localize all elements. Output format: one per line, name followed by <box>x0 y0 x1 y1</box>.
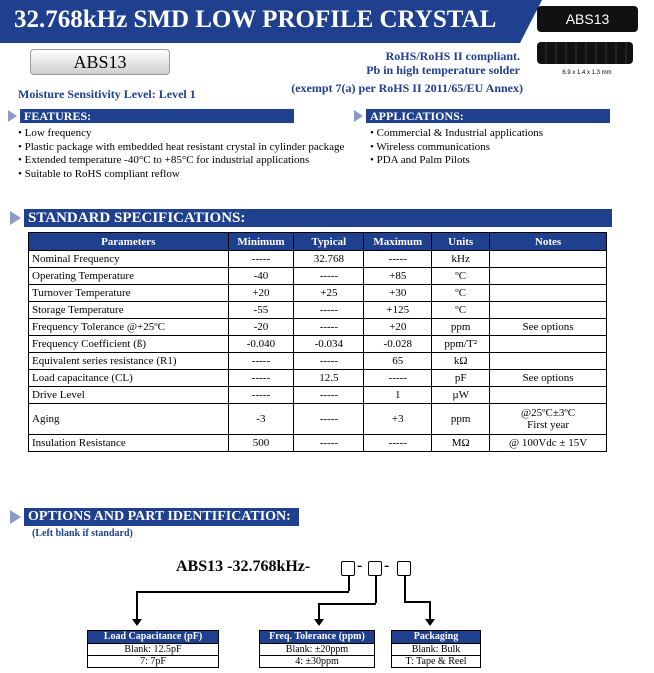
part-dash: - <box>384 557 390 574</box>
option-slot-tolerance <box>368 561 382 576</box>
table-cell: 12.5 <box>294 370 364 387</box>
table-cell: @25ºC±3ºC First year <box>490 404 607 435</box>
table-cell: +125 <box>364 302 432 319</box>
table-cell <box>490 353 607 370</box>
table-row <box>29 435 607 452</box>
table-cell: See options <box>490 370 607 387</box>
box-row: Blank: 12.5pF <box>88 643 218 655</box>
features-heading: FEATURES: <box>20 109 294 123</box>
table-cell: ppm <box>432 319 490 336</box>
table-row <box>29 387 607 404</box>
table-cell: pF <box>432 370 490 387</box>
table-cell: kΩ <box>432 353 490 370</box>
table-cell: ----- <box>294 353 364 370</box>
list-item: • Low frequency <box>18 127 92 139</box>
table-row <box>29 268 607 285</box>
arrow-down-icon <box>425 619 435 626</box>
table-row <box>29 251 607 268</box>
table-cell <box>490 336 607 353</box>
rohs-statement <box>250 49 520 77</box>
table-cell: ----- <box>294 302 364 319</box>
col-header: Units <box>432 233 490 251</box>
table-row <box>29 353 607 370</box>
list-item: • Suitable to RoHS compliant reflow <box>18 167 180 180</box>
box-row: 4: ±30ppm <box>260 655 374 667</box>
table-cell: ºC <box>432 268 490 285</box>
list-item: • PDA and Palm Pilots <box>370 154 470 166</box>
options-subtitle: (Left blank if standard) <box>32 528 133 539</box>
table-row <box>29 336 607 353</box>
connector-line <box>136 591 138 621</box>
box-row: T: Tape & Reel <box>392 655 480 667</box>
crystal-chip-image: ABS13 <box>537 6 638 32</box>
table-row <box>29 319 607 336</box>
chip-dimensions: 6.9 x 1.4 x 1.3 mm <box>562 70 612 76</box>
table-cell: Storage Temperature <box>29 302 229 319</box>
table-cell: +20 <box>364 319 432 336</box>
table-cell <box>490 251 607 268</box>
applications-arrow-icon <box>354 110 363 122</box>
table-cell: Aging <box>29 404 229 435</box>
table-row <box>29 302 607 319</box>
table-cell: ºC <box>432 285 490 302</box>
arrow-down-icon <box>132 619 142 626</box>
table-cell: MΩ <box>432 435 490 452</box>
table-cell: Turnover Temperature <box>29 285 229 302</box>
rohs-line-3: (exempt 7(a) per RoHS II 2011/65/EU Annex) <box>291 81 523 95</box>
table-cell: ----- <box>364 435 432 452</box>
table-cell <box>490 268 607 285</box>
table-cell: Frequency Coefficient (ß) <box>29 336 229 353</box>
table-cell: 32.768 <box>294 251 364 268</box>
table-cell: ppm <box>432 404 490 435</box>
crystal-chip-side-image <box>537 42 633 64</box>
table-cell: -0.040 <box>228 336 294 353</box>
connector-line <box>136 591 349 593</box>
table-cell: ppm/T² <box>432 336 490 353</box>
table-cell: ----- <box>294 435 364 452</box>
features-list <box>18 127 344 181</box>
connector-line <box>348 576 350 591</box>
table-cell: -40 <box>228 268 294 285</box>
connector-line <box>429 601 431 621</box>
box-row: 7: 7pF <box>88 655 218 667</box>
table-cell: kHz <box>432 251 490 268</box>
table-cell: Load capacitance (CL) <box>29 370 229 387</box>
packaging-box <box>391 630 481 668</box>
list-item: • Wireless communications <box>370 140 490 153</box>
table-cell: -20 <box>228 319 294 336</box>
option-slot-load-capacitance <box>341 561 355 576</box>
table-cell: See options <box>490 319 607 336</box>
option-slot-packaging <box>397 561 411 576</box>
table-cell: ----- <box>228 370 294 387</box>
table-cell: -0.034 <box>294 336 364 353</box>
load-capacitance-box <box>87 630 219 668</box>
part-number-prefix: ABS13 -32.768kHz- <box>176 558 311 575</box>
applications-list <box>370 127 543 168</box>
table-cell: ----- <box>228 251 294 268</box>
connector-line <box>404 601 430 603</box>
connector-line <box>404 576 406 601</box>
table-cell: +20 <box>228 285 294 302</box>
table-cell: ----- <box>228 353 294 370</box>
model-badge: ABS13 <box>30 49 170 75</box>
box-row: Blank: ±20ppm <box>260 643 374 655</box>
rohs-line-1: RoHS/RoHS II compliant. <box>385 49 520 63</box>
table-cell: Frequency Tolerance @+25ºC <box>29 319 229 336</box>
table-row <box>29 285 607 302</box>
table-cell: +85 <box>364 268 432 285</box>
table-cell: ----- <box>294 387 364 404</box>
features-arrow-icon <box>8 110 17 122</box>
table-cell: -55 <box>228 302 294 319</box>
table-cell: µW <box>432 387 490 404</box>
specs-heading: STANDARD SPECIFICATIONS: <box>24 209 612 227</box>
list-item: • Extended temperature -40°C to +85°C for industrial applications <box>18 154 310 166</box>
spec-table <box>28 232 607 452</box>
table-cell: Drive Level <box>29 387 229 404</box>
box-title: Load Capacitance (pF) <box>88 631 218 643</box>
col-header: Minimum <box>228 233 294 251</box>
table-cell: ----- <box>294 404 364 435</box>
table-cell: +30 <box>364 285 432 302</box>
col-header: Notes <box>490 233 607 251</box>
connector-line <box>375 576 377 603</box>
part-dash: - <box>357 557 363 574</box>
specs-arrow-icon <box>10 211 21 225</box>
table-cell: +25 <box>294 285 364 302</box>
col-header: Maximum <box>364 233 432 251</box>
col-header: Parameters <box>29 233 229 251</box>
table-cell: ----- <box>364 251 432 268</box>
table-cell: 500 <box>228 435 294 452</box>
table-cell: ----- <box>228 387 294 404</box>
table-cell: Equivalent series resistance (R1) <box>29 353 229 370</box>
moisture-sensitivity-level: Moisture Sensitivity Level: Level 1 <box>18 87 196 101</box>
table-cell: ----- <box>294 268 364 285</box>
frequency-tolerance-box <box>259 630 375 668</box>
table-cell: 1 <box>364 387 432 404</box>
options-heading: OPTIONS AND PART IDENTIFICATION: <box>24 508 299 526</box>
list-item: • Plastic package with embedded heat resistant crystal in cylinder package <box>18 140 345 153</box>
table-cell: Insulation Resistance <box>29 435 229 452</box>
table-cell <box>490 302 607 319</box>
box-row: Blank: Bulk <box>392 643 480 655</box>
col-header: Typical <box>294 233 364 251</box>
arrow-down-icon <box>314 619 324 626</box>
table-cell: @ 100Vdc ± 15V <box>490 435 607 452</box>
box-title: Freq. Tolerance (ppm) <box>260 631 374 643</box>
table-cell: +3 <box>364 404 432 435</box>
spec-table-header <box>29 233 607 251</box>
table-cell: 65 <box>364 353 432 370</box>
table-cell: -0.028 <box>364 336 432 353</box>
box-title: Packaging <box>392 631 480 643</box>
table-row <box>29 404 607 435</box>
table-cell: Operating Temperature <box>29 268 229 285</box>
table-cell: -3 <box>228 404 294 435</box>
table-cell: ºC <box>432 302 490 319</box>
table-cell: ----- <box>294 319 364 336</box>
table-cell: ----- <box>364 370 432 387</box>
rohs-line-2: Pb in high temperature solder <box>366 63 520 77</box>
part-number <box>176 558 310 576</box>
table-cell <box>490 387 607 404</box>
table-row <box>29 370 607 387</box>
table-cell <box>490 285 607 302</box>
table-cell: Nominal Frequency <box>29 251 229 268</box>
applications-heading: APPLICATIONS: <box>366 109 610 123</box>
options-arrow-icon <box>10 510 21 524</box>
list-item: • Commercial & Industrial applications <box>370 127 544 139</box>
connector-line <box>318 603 376 605</box>
page-title: 32.768kHz SMD LOW PROFILE CRYSTAL <box>14 6 497 33</box>
